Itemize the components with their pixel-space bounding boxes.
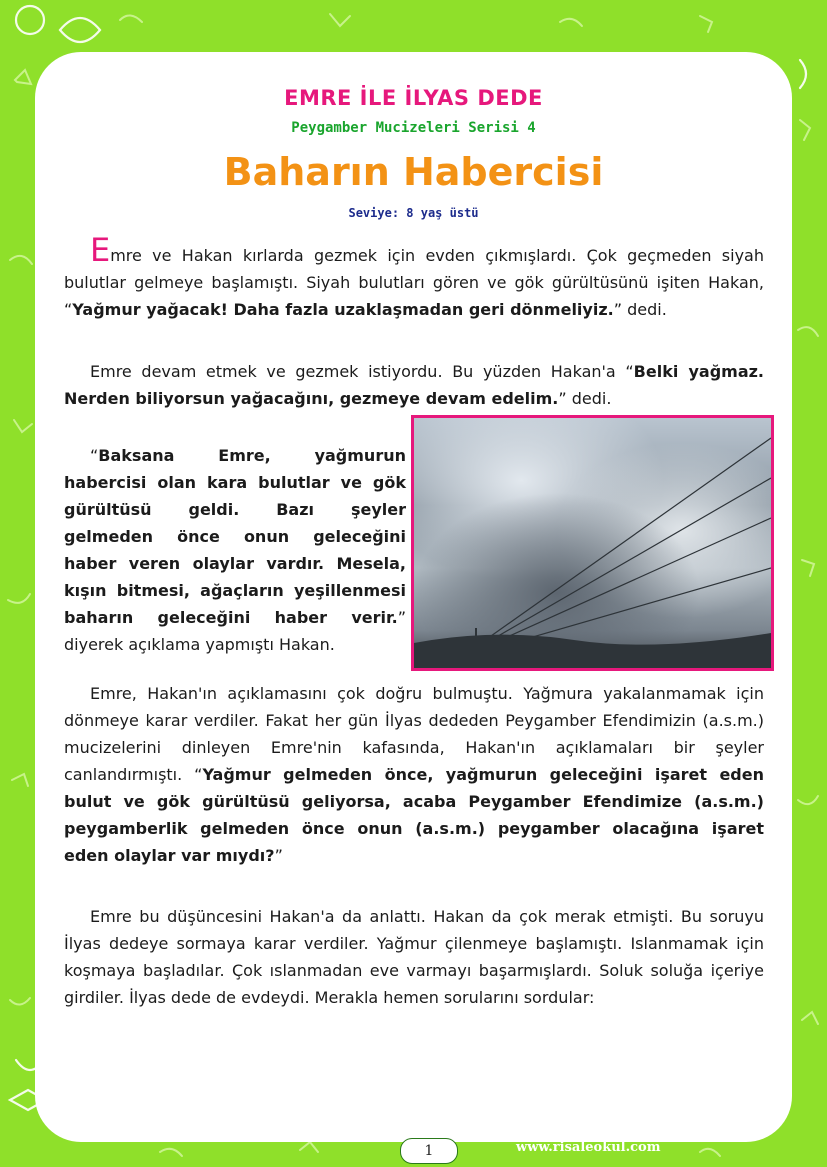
paragraph-5: Emre bu düşüncesini Hakan'a da anlattı. Hakan da çok merak etmişti. Bu soruyu İlyas dedeye sormaya karar verdiler. Yağmur çilenmeye başlamıştı. Islanmamak için koşmaya başladılar. Çok ıslanmadan eve varmayı başarmışlardı. Soluk soluğa içeriye girdiler. İlyas dede de evdeydi. Merakla hemen sorularını sordular: xyxy=(64,907,764,1007)
drop-cap: E xyxy=(90,231,111,269)
cloudy-sky-photo xyxy=(411,415,774,671)
paragraph-3: “Baksana Emre, yağmurun habercisi olan kara bulutlar ve gök gürültüsü geldi. Bazı şeyler gelmeden önce onun geleceğini haber veren olaylar vardır. Mesela, kışın bitmesi, ağaçların yeşillenmesi baharın geleceğini haber verir.” diyerek açıklama yapmıştı Hakan. xyxy=(64,446,406,654)
paragraph-2: Emre devam etmek ve gezmek istiyordu. Bu yüzden Hakan'a “Belki yağmaz. Nerden biliyorsun yağacağını, gezmeye devam edelim.” dedi. xyxy=(64,362,765,408)
page-number: 1 xyxy=(400,1138,458,1164)
age-level: Seviye: 8 yaş üstü xyxy=(348,206,479,220)
website-url[interactable]: www.risaleokul.com xyxy=(516,1140,661,1155)
series-subtitle: Peygamber Mucizeleri Serisi 4 xyxy=(291,120,536,136)
paragraph-4: Emre, Hakan'ın açıklamasını çok doğru bulmuştu. Yağmura yakalanmamak için dönmeye karar verdiler. Fakat her gün İlyas dededen Peygamber Efendimizin (a.s.m.) mucizelerini dinleyen Emre'nin kafasında, Hakan'ın açıklamaları bir şeyler canlandırmıştı. “Yağmur gelmeden önce, yağmurun geleceğini işaret eden bulut ve gök gürültüsü geliyorsa, acaba Peygamber Efendimize (a.s.m.) peygamberlik gelmeden önce onun (a.s.m.) peygamber olacağına işaret eden olaylar var mıydı?” xyxy=(64,684,765,865)
paragraph-1: Emre ve Hakan kırlarda gezmek için evden çıkmışlardı. Çok geçmeden siyah bulutlar gelmeye başlamıştı. Siyah bulutları gören ve gök gürültüsünü işiten Hakan, “Yağmur yağacak! Daha fazla uzaklaşmadan geri dönmeliyiz.” dedi. xyxy=(64,231,764,319)
story-title: Baharın Habercisi xyxy=(223,150,604,194)
series-title: EMRE İLE İLYAS DEDE xyxy=(284,86,543,110)
